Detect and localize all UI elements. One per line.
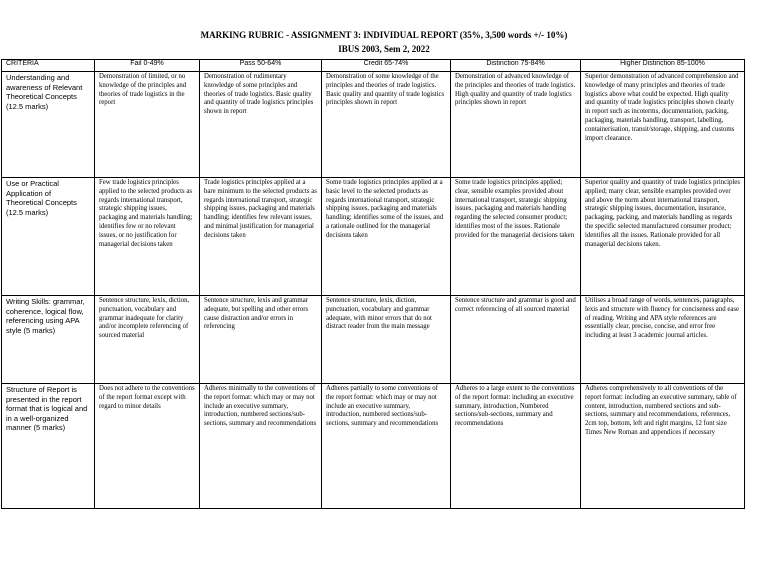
table-row bbox=[2, 72, 745, 178]
header-row bbox=[2, 60, 745, 72]
rubric-cell: Sentence structure, lexis, diction, punctuation, vocabulary and grammar inadequate for clarity and/or incomplete referencing of sourced material bbox=[95, 296, 200, 384]
rubric-title: MARKING RUBRIC - ASSIGNMENT 3: INDIVIDUAL REPORT (35%, 3,500 words +/- 10%) bbox=[200, 30, 568, 40]
rubric-cell: Adheres to a large extent to the conventions of the report format: including an executive summary, introduction, Numbered sections/sub-sections, summary and recommendations bbox=[451, 384, 581, 509]
table-row bbox=[2, 178, 745, 296]
col-header-credit: Credit 65-74% bbox=[322, 60, 451, 72]
criterion-label: Writing Skills: grammar, coherence, logical flow, referencing using APA style (5 marks) bbox=[2, 296, 95, 384]
col-header-pass: Pass 50-64% bbox=[200, 60, 322, 72]
rubric-cell: Does not adhere to the conventions of the report format except with regard to minor details bbox=[95, 384, 200, 509]
col-header-distinction: Distinction 75-84% bbox=[451, 60, 581, 72]
col-header-fail: Fail 0-49% bbox=[95, 60, 200, 72]
criterion-label: Use or Practical Application of Theoretical Concepts (12.5 marks) bbox=[2, 178, 95, 296]
rubric-cell: Adheres partially to some conventions of the report format: which may or may not include an executive summary, introduction, numbered sections/sub-sections, summary and recommendations bbox=[322, 384, 451, 509]
rubric-cell: Adheres minimally to the conventions of the report format: which may or may not include an executive summary, introduction, numbered sections/sub-sections, summary and recommendations bbox=[200, 384, 322, 509]
rubric-cell: Sentence structure, lexis and grammar adequate, but spelling and other errors cause distraction and/or errors in referencing bbox=[200, 296, 322, 384]
table-row bbox=[2, 296, 745, 384]
rubric-cell: Adheres comprehensively to all conventions of the report format: including an executive summary, table of content, introduction, numbered sections and sub-sections, summary and recommendations, references, 2cm top, bottom, left and right margins, 12 font size Times New Roman and appendices if necessary bbox=[581, 384, 745, 509]
criterion-label: Structure of Report is presented in the report format that is logical and in a well-organized manner (5 marks) bbox=[2, 384, 95, 509]
rubric-cell: Demonstration of limited, or no knowledge of the principles and theories of trade logistics in the report bbox=[95, 72, 200, 178]
rubric-cell: Demonstration of rudimentary knowledge of some principles and theories of trade logistics. Basic quality and quantity of trade logistics principles shown in report bbox=[200, 72, 322, 178]
rubric-cell: Demonstration of some knowledge of the principles and theories of trade logistics. Basic quality and quantity of trade logistics principles shown in report bbox=[322, 72, 451, 178]
rubric-cell: Sentence structure, lexis, diction, punctuation, vocabulary and grammar adequate, with minor errors that do not distract reader from the main message bbox=[322, 296, 451, 384]
rubric-cell: Some trade logistics principles applied at a basic level to the selected products as regards international transport, strategic shipping issues, packaging and materials handling; identifies some of the issues, and a rationale outlined for the managerial decisions taken bbox=[322, 178, 451, 296]
criterion-label: Understanding and awareness of Relevant Theoretical Concepts (12.5 marks) bbox=[2, 72, 95, 178]
rubric-cell: Superior quality and quantity of trade logistics principles applied; many clear, sensible examples provided over and above the norm about international transport, strategic shipping issues, documentation, insurance, packaging, packing, and materials handling as regards the specific selected manufactured consumer product; identifies all the issues. Rationale provided for all managerial decisions taken. bbox=[581, 178, 745, 296]
rubric-table bbox=[1, 59, 745, 509]
rubric-cell: Trade logistics principles applied at a bare minimum to the selected products as regards international transport, strategic shipping issues, packaging and materials handling; identifies few relevant issues, and minimal justification for managerial decisions taken bbox=[200, 178, 322, 296]
col-header-high-distinction: Higher Distinction 85-100% bbox=[581, 60, 745, 72]
rubric-cell: Sentence structure and grammar is good and correct referencing of all sourced material bbox=[451, 296, 581, 384]
course-subtitle: IBUS 2003, Sem 2, 2022 bbox=[338, 44, 430, 54]
rubric-cell: Few trade logistics principles applied to the selected products as regards international transport, strategic shipping issues, packaging and materials handling; identifies few or no relevant issues, or no justification for managerial decisions taken bbox=[95, 178, 200, 296]
rubric-cell: Superior demonstration of advanced comprehension and knowledge of many principles and theories of trade logistics above what could be expected. High quality and quantity of trade logistics principles shown clearly in report such as incoterms, documentation, packing, packaging, materials handling, transport, labelling, containerisation, transit/storage, shipping, and customs import clearance. bbox=[581, 72, 745, 178]
rubric-cell: Utilises a broad range of words, sentences, paragraphs, lexis and structure with fluency for conciseness and ease of reading. Writing and APA style references are essentially clear, precise, concise, and error free including at least 3 academic journal articles. bbox=[581, 296, 745, 384]
table-row bbox=[2, 384, 745, 509]
rubric-cell: Some trade logistics principles applied; clear, sensible examples provided about international transport, strategic shipping issues, packaging and materials handling regarding the selected consumer product; identifies most of the issues. Rationale provided for the managerial decisions taken bbox=[451, 178, 581, 296]
rubric-cell: Demonstration of advanced knowledge of the principles and theories of trade logistics. High quality and quantity of trade logistics principles shown in report bbox=[451, 72, 581, 178]
col-header-criteria: CRITERIA bbox=[2, 60, 95, 72]
